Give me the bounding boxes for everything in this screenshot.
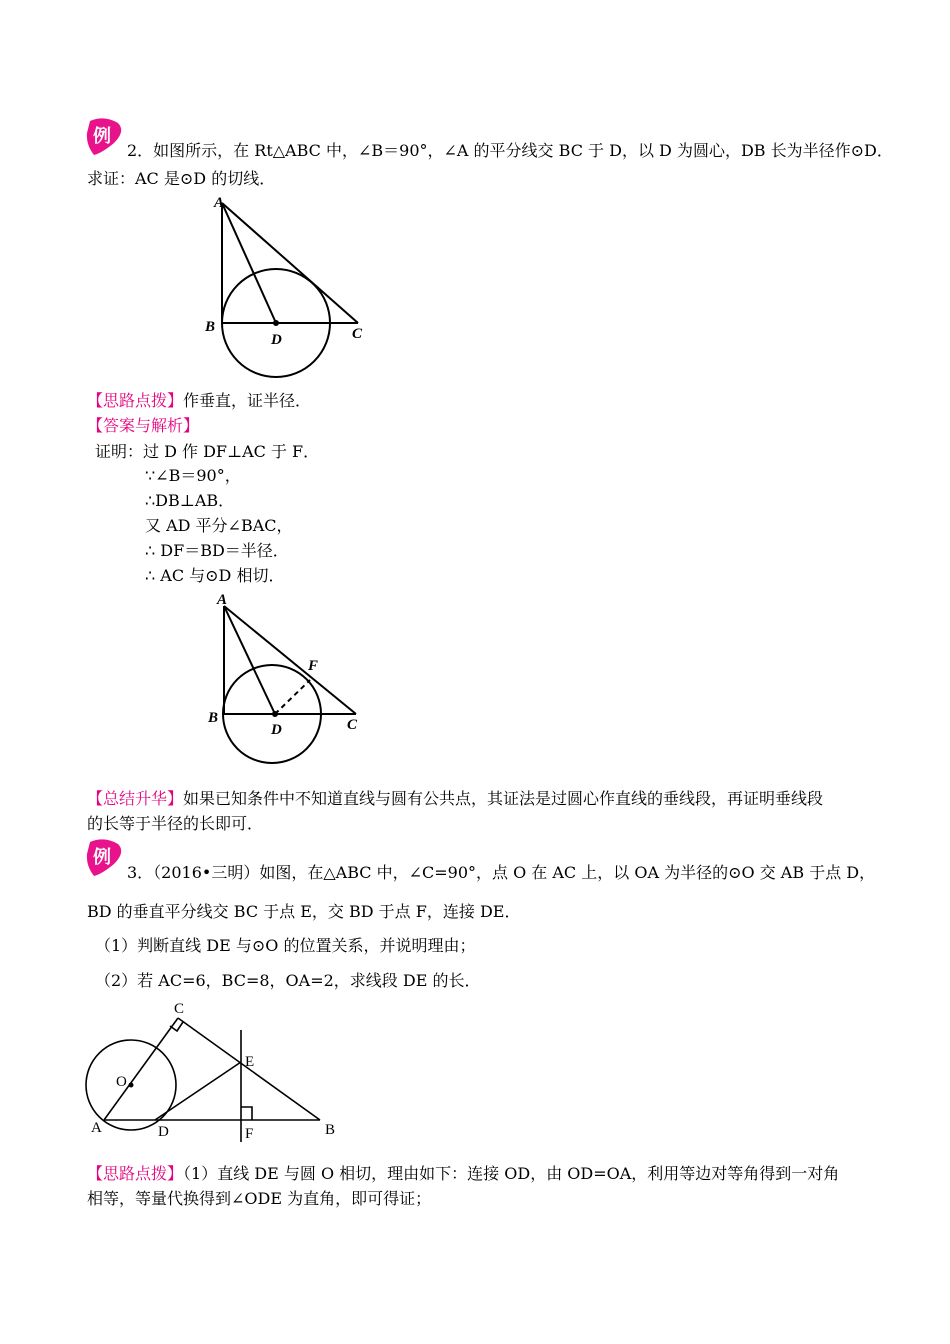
label-c: C [174,1001,185,1017]
label-a: A [214,195,225,211]
label-b: B [205,319,216,335]
svg-text:例: 例 [93,126,111,147]
answer-tag: 【答案与解析】 [87,416,200,435]
label-o: O [116,1074,127,1090]
svg-text:例: 例 [93,847,111,868]
label-f: F [308,658,319,674]
example3-statement: BD 的垂直平分线交 BC 于点 E，交 BD 于点 F，连接 DE． [87,902,521,921]
proof-line: ∵∠B＝90°， [145,466,241,485]
label-f: F [245,1126,254,1142]
label-a: A [217,592,228,608]
question-2: （2）若 AC=6，BC=8，OA=2，求线段 DE 的长． [95,971,481,990]
label-e: E [245,1054,255,1070]
example2-prove: 求证：AC 是⊙D 的切线． [87,169,276,188]
summary-line: 的长等于半径的长即可． [87,814,264,833]
label-d: D [158,1124,169,1140]
hint-line: 【思路点拨】（1）直线 DE 与圆 O 相切，理由如下：连接 OD，由 OD=OA，利用等边对等角得到一对角 [87,1164,840,1183]
label-d: D [271,722,282,738]
proof-line: ∴ AC 与⊙D 相切． [145,566,285,585]
proof-line: 证明：过 D 作 DF⊥AC 于 F． [95,442,320,461]
proof-line: 又 AD 平分∠BAC， [145,516,293,535]
label-a: A [91,1120,102,1136]
example2-statement: 2．如图所示，在 Rt△ABC 中，∠B＝90°，∠A 的平分线交 BC 于 D，以 D 为圆心，DB 长为半径作⊙D． [127,141,893,160]
label-c: C [352,326,363,342]
label-c: C [347,717,358,733]
label-b: B [208,710,219,726]
hint-line: 【思路点拨】作垂直，证半径． [87,391,312,410]
summary-line: 【总结升华】如果已知条件中不知道直线与圆有公共点，其证法是过圆心作直线的垂线段，再证明垂线段 [87,789,824,808]
label-d: D [271,332,282,348]
example3-statement: 3．（2016•三明）如图，在△ABC 中，∠C=90°，点 O 在 AC 上，以 OA 为半径的⊙O 交 AB 于点 D， [127,863,876,882]
proof-line: ∴ DF＝BD＝半径． [145,541,289,560]
hint-line: 相等，等量代换得到∠ODE 为直角，即可得证； [87,1189,432,1208]
label-b: B [325,1122,336,1138]
proof-line: ∴DB⊥AB． [145,491,235,510]
question-1: （1）判断直线 DE 与⊙O 的位置关系，并说明理由； [95,936,476,955]
